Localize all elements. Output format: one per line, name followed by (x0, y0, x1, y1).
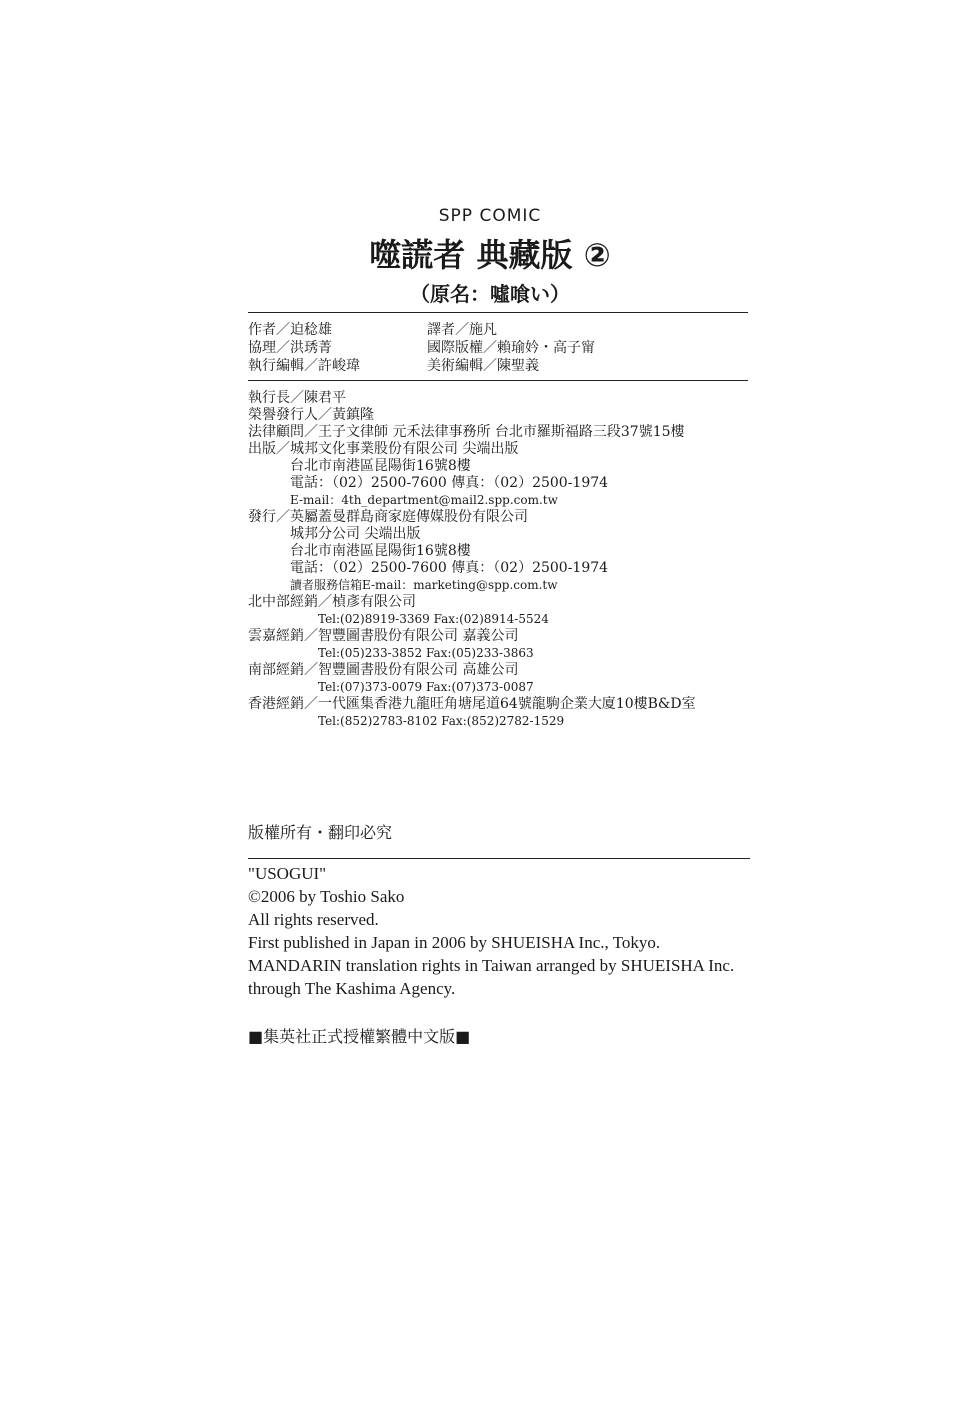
publisher-email: E-mail：4th_department@mail2.spp.com.tw (290, 493, 558, 507)
license-line: ■集英社正式授權繁體中文版■ (248, 1027, 471, 1046)
credit-art-editor: 美術編輯／陳聖義 (427, 358, 539, 374)
distributor-line: 北中部經銷／楨彥有限公司 (248, 594, 416, 610)
distributor-phone: Tel:(05)233-3852 Fax:(05)233-3863 (318, 646, 534, 660)
distributor-line: 雲嘉經銷／智豐圖書股份有限公司 嘉義公司 (248, 628, 519, 644)
credit-translator: 譯者／施凡 (427, 322, 497, 338)
publisher-info (248, 390, 696, 730)
original-title: （原名：噓喰い） (410, 282, 570, 306)
english-line: All rights reserved. (248, 910, 379, 929)
english-line: First published in Japan in 2006 by SHUEISHA Inc., Tokyo. (248, 933, 661, 952)
divider-top (248, 312, 748, 313)
distributor-line: 香港經銷／一代匯集香港九龍旺角塘尾道64號龍駒企業大廈10樓B&D室 (248, 696, 696, 712)
publisher-line: 電話：（02）2500-7600 傳真：（02）2500-1974 (290, 560, 609, 576)
credit-author: 作者／迫稔雄 (248, 322, 332, 338)
distributor-phone: Tel:(07)373-0079 Fax:(07)373-0087 (318, 680, 534, 694)
credits-left (248, 321, 360, 375)
publisher-email: 讀者服務信箱E-mail：marketing@spp.com.tw (290, 578, 558, 592)
distributor-phone: Tel:(02)8919-3369 Fax:(02)8914-5524 (318, 612, 549, 626)
book-title (0, 230, 980, 276)
publisher-line: 法律顧問／王子文律師 元禾法律事務所 台北市羅斯福路三段37號15樓 (248, 424, 685, 440)
distributor-phone: Tel:(852)2783-8102 Fax:(852)2782-1529 (318, 714, 565, 728)
publisher-line: 電話：（02）2500-7600 傳真：（02）2500-1974 (290, 475, 609, 491)
publisher-line: 發行／英屬蓋曼群島商家庭傳媒股份有限公司 (248, 509, 528, 525)
english-line: MANDARIN translation rights in Taiwan arranged by SHUEISHA Inc. (248, 956, 735, 975)
credit-editor: 執行編輯／許峻瑋 (248, 358, 360, 374)
distributor-line: 南部經銷／智豐圖書股份有限公司 高雄公司 (248, 662, 519, 678)
volume-number: ② (583, 236, 611, 274)
english-line: ©2006 by Toshio Sako (248, 887, 405, 906)
credit-rights: 國際版權／賴瑜妗・高子甯 (427, 340, 595, 356)
publisher-line: 出版／城邦文化事業股份有限公司 尖端出版 (248, 441, 519, 457)
divider-bottom (248, 858, 750, 859)
publisher-line: 執行長／陳君平 (248, 390, 346, 406)
publisher-line: 台北市南港區昆陽街16號8樓 (290, 543, 471, 559)
publisher-line: 城邦分公司 尖端出版 (290, 526, 421, 542)
publisher-line: 榮譽發行人／黃鎮隆 (248, 407, 374, 423)
english-line: "USOGUI" (248, 864, 327, 883)
credit-manager: 協理／洪琇菁 (248, 340, 332, 356)
divider-middle (248, 380, 748, 381)
credits-right (427, 321, 595, 375)
english-line: through The Kashima Agency. (248, 979, 456, 998)
english-copyright (248, 862, 734, 1000)
book-title-text: 噬謊者 典藏版 (369, 236, 573, 274)
publisher-line: 台北市南港區昆陽街16號8樓 (290, 458, 471, 474)
rights-notice: 版權所有・翻印必究 (248, 823, 393, 842)
series-label: SPP COMIC (438, 206, 542, 226)
